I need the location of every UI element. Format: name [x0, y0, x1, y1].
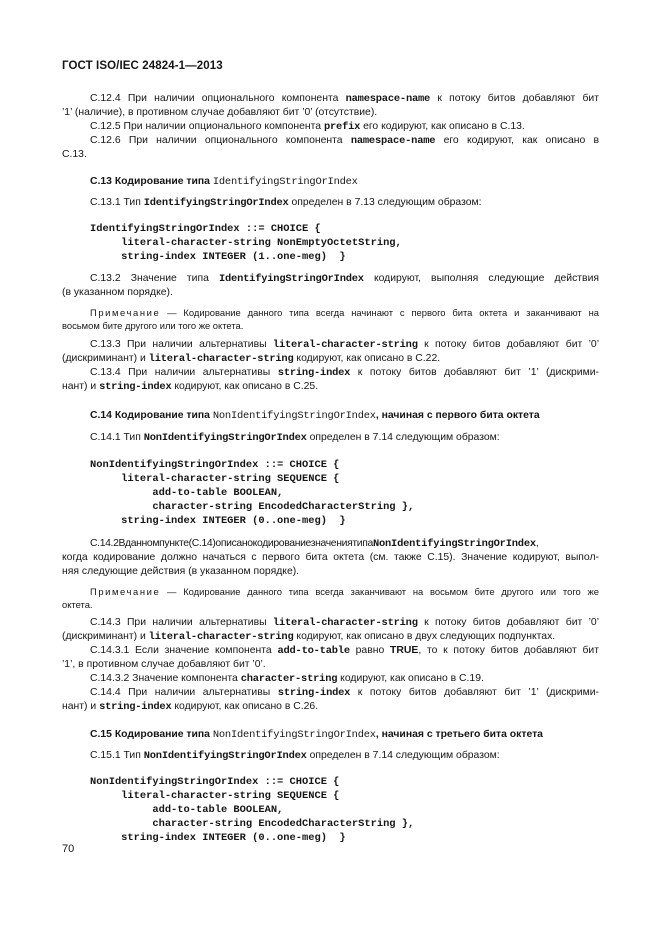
paragraph-c12-4-cont: ’1’ (наличие), в противном случае добавляют бит ’0’ (отсутствие).: [62, 107, 378, 118]
code-line: character-string EncodedCharacterString },: [90, 818, 415, 830]
code-line: IdentifyingStringOrIndex ::= CHOICE {: [90, 223, 321, 235]
paragraph-c12-4: C.12.4 При наличии опционального компонента namespace-name к потоку битов добавляют бит: [90, 93, 599, 105]
code-line: character-string EncodedCharacterString },: [90, 501, 415, 513]
code-line: string-index INTEGER (0..one-meg) }: [90, 515, 346, 527]
paragraph-c14-2: C.14.2Вданномпункте(C.14)описанокодированиезначениятипаNonIdentifyingStringOrIndex,: [90, 538, 539, 550]
section-heading-c14: C.14 Кодирование типа NonIdentifyingStringOrIndex, начиная с первого бита октета: [90, 410, 540, 422]
paragraph-c14-3-1: C.14.3.1 Если значение компонента add-to-table равно TRUE, то к потоку битов добавляют бит: [90, 645, 600, 657]
paragraph-c13-3-cont: (дискриминант) и literal-character-string кодируют, как описано в C.22.: [62, 353, 441, 365]
paragraph-c14-1: C.14.1 Тип NonIdentifyingStringOrIndex определен в 7.14 следующим образом:: [90, 432, 500, 444]
paragraph-c14-3-1-cont: ’1’, в противном случае добавляют бит ’0’.: [62, 659, 266, 670]
code-line: literal-character-string SEQUENCE {: [90, 790, 340, 802]
paragraph-c14-2-cont2: няя следующие действия (в указанном порядке).: [62, 566, 300, 577]
code-line: add-to-table BOOLEAN,: [90, 487, 284, 499]
section-heading-c15: C.15 Кодирование типа NonIdentifyingStringOrIndex, начиная с третьего бита октета: [90, 729, 543, 741]
code-line: string-index INTEGER (0..one-meg) }: [90, 832, 346, 844]
page-number: 70: [62, 843, 75, 855]
section-heading-c13: C.13 Кодирование типа IdentifyingStringOrIndex: [90, 176, 358, 188]
paragraph-c13-4: C.13.4 При наличии альтернативы string-index к потоку битов добавляют бит ’1’ (дискрими-: [90, 367, 600, 379]
paragraph-c13-3: C.13.3 При наличии альтернативы literal-character-string к потоку битов добавляют бит ’0’: [90, 339, 600, 351]
paragraph-c14-3-cont: (дискриминант) и literal-character-string кодируют, как описано в двух следующих подпунктах.: [62, 631, 556, 643]
code-line: literal-character-string SEQUENCE {: [90, 473, 340, 485]
note-c14: Примечание — Кодирование данного типа всегда заканчивают на восьмом бите другого или того же: [90, 586, 600, 597]
paragraph-c14-3-2: C.14.3.2 Значение компонента character-string кодируют, как описано в C.19.: [90, 673, 484, 685]
code-line: literal-character-string NonEmptyOctetString,: [90, 237, 402, 249]
note-c13-cont: восьмом бите другого или того же октета.: [62, 320, 244, 331]
document-header: ГОСТ ISO/IEC 24824-1—2013: [62, 60, 223, 72]
paragraph-c15-1: C.15.1 Тип NonIdentifyingStringOrIndex определен в 7.14 следующим образом:: [90, 750, 500, 762]
note-c13: Примечание — Кодирование данного типа всегда начинают с первого бита октета и заканчивают на: [90, 307, 599, 318]
paragraph-c13-4-cont: нант) и string-index кодируют, как описано в C.25.: [62, 381, 319, 393]
paragraph-c12-5: C.12.5 При наличии опционального компонента prefix его кодируют, как описано в C.13.: [90, 121, 525, 133]
paragraph-c13-2-cont: (в указанном порядке).: [62, 287, 173, 298]
paragraph-c13-1: C.13.1 Тип IdentifyingStringOrIndex определен в 7.13 следующим образом:: [90, 197, 482, 209]
paragraph-c13-2: C.13.2 Значение типа IdentifyingStringOrIndex кодируют, выполняя следующие действия: [90, 273, 600, 285]
paragraph-c14-3: C.14.3 При наличии альтернативы literal-character-string к потоку битов добавляют бит ’0’: [90, 617, 600, 629]
note-c14-cont: октета.: [62, 599, 93, 610]
paragraph-c14-4: C.14.4 При наличии альтернативы string-index к потоку битов добавляют бит ’1’ (дискрими-: [90, 687, 600, 699]
paragraph-c12-6-cont: C.13.: [62, 149, 87, 160]
code-line: string-index INTEGER (1..one-meg) }: [90, 251, 346, 263]
code-line: NonIdentifyingStringOrIndex ::= CHOICE {: [90, 776, 340, 788]
paragraph-c12-6: C.12.6 При наличии опционального компонента namespace-name его кодируют, как описано в: [90, 135, 600, 147]
paragraph-c14-2-cont: когда кодирование должно начаться с первого бита октета (см. также C.15). Значение кодируют, выпол-: [62, 552, 599, 563]
code-line: NonIdentifyingStringOrIndex ::= CHOICE {: [90, 459, 340, 471]
paragraph-c14-4-cont: нант) и string-index кодируют, как описано в C.26.: [62, 701, 319, 713]
code-line: add-to-table BOOLEAN,: [90, 804, 284, 816]
